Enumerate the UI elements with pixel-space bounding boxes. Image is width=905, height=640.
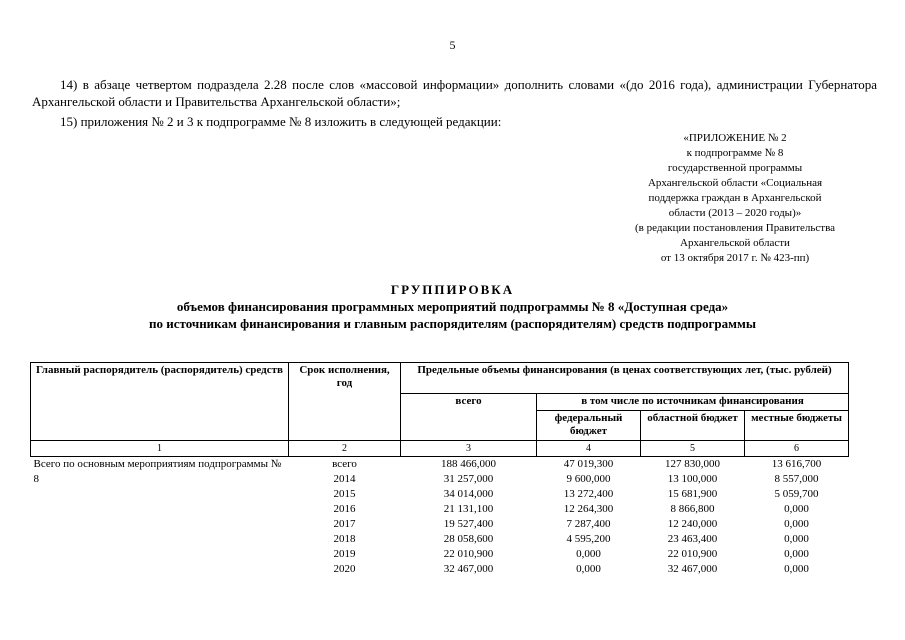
document-subtitle-line-2: по источникам финансирования и главным распорядителям (распорядителям) средств подпрограммы bbox=[148, 316, 757, 331]
header-local: местные бюджеты bbox=[745, 410, 849, 440]
appendix-line: Архангельской области «Социальная bbox=[647, 177, 823, 189]
cell-federal: 7 287,400 bbox=[566, 518, 611, 530]
cell-local: 0,000 bbox=[784, 503, 809, 515]
cell-local: 13 616,700 bbox=[771, 458, 822, 470]
cell-period: 2018 bbox=[333, 533, 356, 545]
cell-regional: 8 866,800 bbox=[670, 503, 715, 515]
header-regional: областной бюджет bbox=[641, 410, 745, 440]
cell-regional: 23 463,400 bbox=[667, 533, 718, 545]
document-title: ГРУППИРОВКА bbox=[390, 282, 515, 297]
cell-period: всего bbox=[332, 458, 357, 470]
cell-local: 8 557,000 bbox=[774, 473, 819, 485]
appendix-line: области (2013 – 2020 годы)» bbox=[668, 207, 802, 219]
cell-regional: 15 681,900 bbox=[667, 488, 718, 500]
appendix-line: Архангельской области bbox=[680, 237, 790, 249]
appendix-line: «ПРИЛОЖЕНИЕ № 2 bbox=[683, 132, 787, 144]
header-by-sources: в том числе по источникам финансирования bbox=[537, 394, 849, 411]
cell-federal: 0,000 bbox=[576, 548, 601, 560]
cell-regional: 32 467,000 bbox=[667, 563, 718, 575]
document-subtitle-line-1: объемов финансирования программных мероприятий подпрограммы № 8 «Доступная среда» bbox=[176, 299, 729, 314]
appendix-line: от 13 октября 2017 г. № 423-пп) bbox=[660, 252, 810, 264]
funding-table bbox=[30, 362, 849, 577]
cell-regional: 22 010,900 bbox=[667, 548, 718, 560]
cell-regional: 13 100,000 bbox=[667, 473, 718, 485]
cell-federal: 47 019,300 bbox=[563, 458, 614, 470]
cell-local: 5 059,700 bbox=[774, 488, 819, 500]
cell-period: 2020 bbox=[333, 563, 356, 575]
table-row bbox=[31, 457, 849, 473]
column-number: 5 bbox=[641, 441, 745, 457]
paragraph-15: 15) приложения № 2 и 3 к подпрограмме № 8 изложить в следующей редакции: bbox=[60, 114, 502, 129]
cell-total: 22 010,900 bbox=[443, 548, 494, 560]
appendix-line: к подпрограмме № 8 bbox=[686, 147, 784, 159]
cell-total: 21 131,100 bbox=[443, 503, 494, 515]
cell-period: 2014 bbox=[333, 473, 356, 485]
appendix-line: (в редакции постановления Правительства bbox=[634, 222, 836, 234]
cell-total: 34 014,000 bbox=[443, 488, 494, 500]
header-federal: федеральный бюджет bbox=[537, 410, 641, 440]
cell-federal: 13 272,400 bbox=[563, 488, 614, 500]
column-number: 4 bbox=[537, 441, 641, 457]
column-number: 1 bbox=[31, 441, 289, 457]
cell-period: 2015 bbox=[333, 488, 356, 500]
column-number: 2 bbox=[289, 441, 401, 457]
cell-total: 19 527,400 bbox=[443, 518, 494, 530]
cell-period: 2017 bbox=[333, 518, 356, 530]
cell-total: 31 257,000 bbox=[443, 473, 494, 485]
header-period: Срок исполнения, год bbox=[289, 363, 401, 441]
cell-period: 2016 bbox=[333, 503, 356, 515]
cell-total: 28 058,600 bbox=[443, 533, 494, 545]
cell-local: 0,000 bbox=[784, 533, 809, 545]
cell-federal: 9 600,000 bbox=[566, 473, 611, 485]
row-group-name: Всего по основным мероприятиям подпрограммы № 8 bbox=[33, 458, 282, 485]
cell-federal: 4 595,200 bbox=[566, 533, 611, 545]
appendix-line: государственной программы bbox=[667, 162, 803, 174]
paragraph-14: 14) в абзаце четвертом подраздела 2.28 после слов «массовой информации» дополнить словами «(до 2016 года), администрации Губернатора Архангельской области и Правительства Архангельской области»; bbox=[32, 77, 877, 109]
cell-total: 32 467,000 bbox=[443, 563, 494, 575]
cell-local: 0,000 bbox=[784, 548, 809, 560]
cell-federal: 12 264,300 bbox=[563, 503, 614, 515]
header-volumes: Предельные объемы финансирования (в ценах соответствующих лет, (тыс. рублей) bbox=[401, 363, 849, 394]
cell-local: 0,000 bbox=[784, 563, 809, 575]
appendix-stamp bbox=[600, 131, 870, 266]
cell-federal: 0,000 bbox=[576, 563, 601, 575]
header-distributor: Главный распорядитель (распорядитель) средств bbox=[31, 363, 289, 441]
header-total: всего bbox=[401, 394, 537, 441]
page-number: 5 bbox=[449, 38, 456, 52]
column-number-row bbox=[31, 441, 849, 457]
cell-regional: 127 830,000 bbox=[665, 458, 720, 470]
cell-local: 0,000 bbox=[784, 518, 809, 530]
appendix-line: поддержка граждан в Архангельской bbox=[648, 192, 822, 204]
cell-regional: 12 240,000 bbox=[667, 518, 718, 530]
column-number: 6 bbox=[745, 441, 849, 457]
column-number: 3 bbox=[401, 441, 537, 457]
cell-period: 2019 bbox=[333, 548, 356, 560]
cell-total: 188 466,000 bbox=[441, 458, 496, 470]
